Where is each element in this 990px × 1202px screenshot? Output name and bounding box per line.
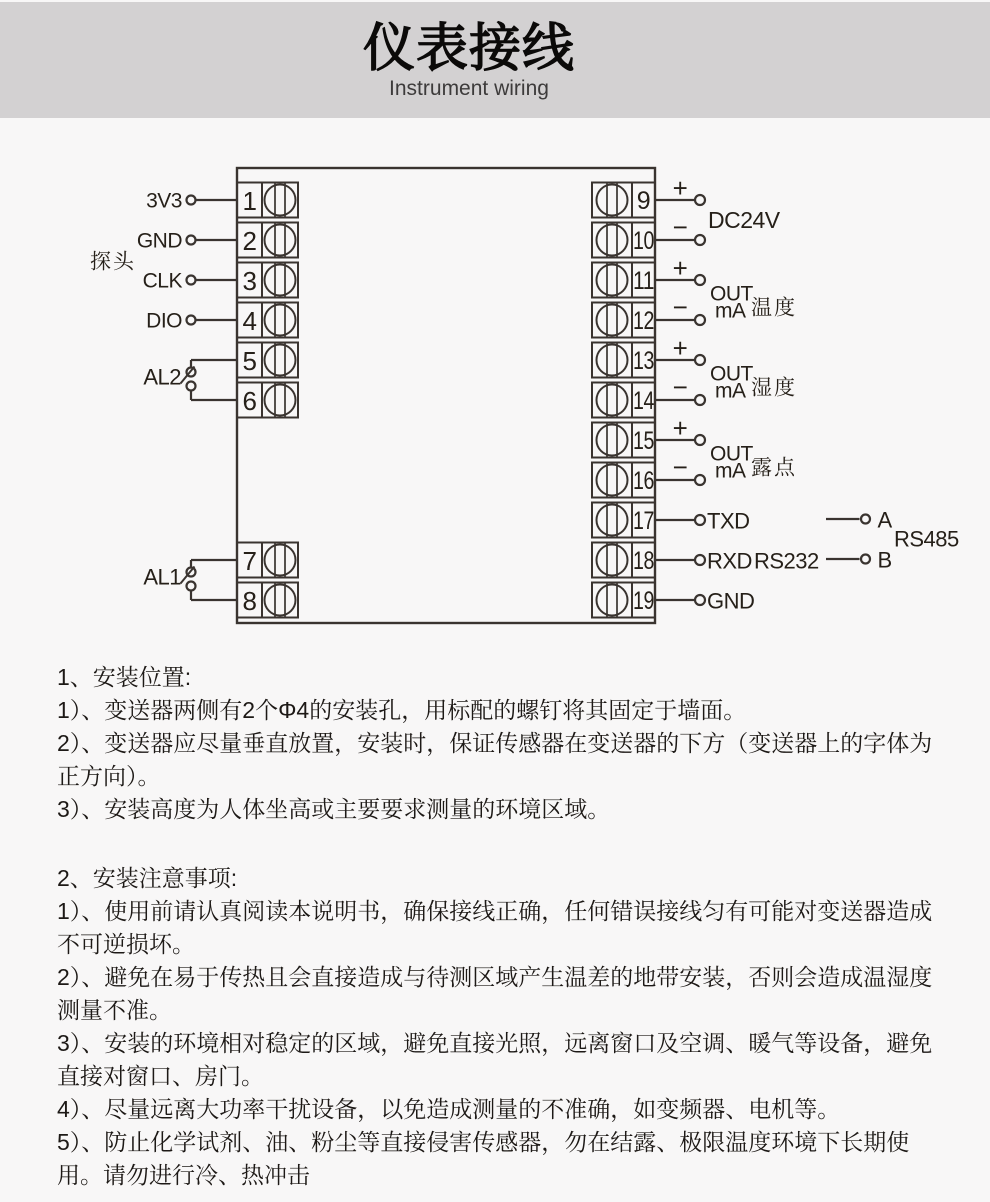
plus-sign: + [672, 333, 688, 363]
terminal-number: 1 [242, 186, 257, 216]
screw-head [597, 425, 628, 456]
terminal-19 [592, 583, 655, 618]
page-header [0, 2, 990, 118]
analog-output-3 [655, 413, 797, 485]
connection-point [861, 555, 870, 564]
screw-icon [597, 423, 628, 458]
output-ma-label: mA [715, 459, 746, 483]
terminal-screw-cell [262, 183, 298, 218]
screw-icon [265, 183, 296, 218]
terminal-screw-cell [262, 543, 298, 578]
terminal-12 [592, 303, 655, 338]
serial-pin-gnd [655, 589, 754, 614]
screw-icon [265, 263, 296, 298]
section-install-position [57, 661, 940, 826]
terminal-13 [592, 343, 655, 378]
pin-label: 3V3 [146, 189, 182, 213]
terminal-6 [237, 383, 298, 418]
connection-point [695, 435, 705, 445]
terminal-4 [237, 303, 298, 338]
note-item: 1）、变送器两侧有2个Φ4的安装孔，用标配的螺钉将其固定于墙面。 [57, 697, 747, 723]
connection-point [187, 236, 196, 245]
terminal-number: 8 [242, 586, 257, 616]
probe-group-label: 探头 [90, 250, 136, 274]
connection-point [695, 555, 705, 565]
note-item: 3）、安装高度为人体坐高或主要要求测量的环境区域。 [57, 796, 611, 822]
contact-point [187, 582, 196, 591]
screw-icon [265, 223, 296, 258]
output-ma-label: mA [715, 379, 746, 403]
screw-head [265, 185, 296, 216]
screw-head [597, 305, 628, 336]
terminal-5 [237, 343, 298, 378]
screw-icon [265, 583, 296, 618]
output-channel-label: 湿度 [751, 376, 797, 400]
screw-head [265, 385, 296, 416]
screw-head [597, 265, 628, 296]
terminal-16 [592, 463, 655, 498]
note-item: 3）、安装的环境相对稳定的区域，避免直接光照，远离窗口及空调、暖气等设备，避免直接对窗口、房门。 [57, 1030, 933, 1089]
section-heading: 2、安装注意事项: [57, 865, 238, 891]
connection-point [695, 315, 705, 325]
screw-head [597, 345, 628, 376]
screw-icon [597, 263, 628, 298]
terminal-17 [592, 503, 655, 538]
serial-pin-txd [655, 509, 750, 534]
note-item: 4）、尽量远离大功率干扰设备，以免造成测量的不准确，如变频器、电机等。 [57, 1096, 841, 1122]
connection-point [695, 275, 705, 285]
plus-sign: + [672, 253, 688, 283]
connection-point [695, 395, 705, 405]
terminal-number: 2 [242, 226, 257, 256]
minus-sign: − [672, 212, 688, 242]
terminal-screw-cell [262, 583, 298, 618]
screw-head [597, 185, 628, 216]
alarm-contact-al2 [143, 360, 237, 400]
screw-icon [597, 183, 628, 218]
terminal-screw-cell [592, 423, 632, 458]
screw-icon [597, 503, 628, 538]
terminal-number: 17 [633, 507, 654, 535]
terminal-1 [237, 183, 298, 218]
power-label: DC24V [708, 207, 780, 233]
note-item: 1）、使用前请认真阅读本说明书，确保接线正确，任何错误接线匀有可能对变送器造成不可逆损坏。 [57, 898, 933, 957]
connection-point [187, 316, 196, 325]
terminal-number: 9 [636, 187, 651, 215]
screw-icon [597, 383, 628, 418]
minus-sign: − [672, 292, 688, 322]
terminal-screw-cell [592, 303, 632, 338]
pin-label: GND [136, 229, 182, 253]
screw-head [265, 265, 296, 296]
page-title: 仪表接线 [362, 20, 575, 78]
contact-point [187, 382, 196, 391]
terminal-2 [237, 223, 298, 258]
terminal-number: 14 [633, 387, 655, 415]
screw-icon [265, 303, 296, 338]
screw-head [265, 585, 296, 616]
terminal-number: 3 [242, 266, 257, 296]
output-channel-label: 露点 [751, 456, 797, 480]
terminal-15 [592, 423, 655, 458]
terminal-number: 18 [633, 547, 654, 575]
plus-sign: + [672, 413, 688, 443]
note-item: 2）、变送器应尽量垂直放置，安装时，保证传感器在变送器的下方（变送器上的字体为正方向）。 [57, 730, 933, 789]
alarm-label: AL1 [143, 564, 181, 590]
screw-icon [265, 543, 296, 578]
analog-output-1 [655, 253, 797, 325]
terminal-screw-cell [592, 463, 632, 498]
terminal-screw-cell [592, 583, 632, 618]
terminal-screw-cell [262, 263, 298, 298]
terminal-9 [592, 183, 655, 218]
alarm-label: AL2 [143, 364, 181, 390]
connection-point [861, 515, 870, 524]
connection-point [187, 196, 196, 205]
output-out-label: OUT [710, 282, 753, 306]
screw-head [265, 305, 296, 336]
probe-pin-3v3 [146, 190, 237, 213]
serial-pin-label: GND [707, 588, 755, 614]
screw-icon [597, 343, 628, 378]
connection-point [695, 475, 705, 485]
pin-label: CLK [142, 269, 182, 293]
alarm-contact-al1 [143, 560, 237, 600]
output-out-label: OUT [710, 442, 753, 466]
terminal-number: 15 [633, 427, 654, 455]
terminal-number: 6 [242, 386, 257, 416]
terminal-screw-cell [592, 503, 632, 538]
terminal-number: 5 [242, 346, 257, 376]
terminal-screw-cell [592, 263, 632, 298]
installation-notes [0, 661, 990, 1192]
terminal-number: 10 [633, 227, 654, 255]
rs485-label: RS485 [894, 526, 959, 552]
screw-icon [265, 383, 296, 418]
terminal-11 [592, 263, 655, 298]
screw-head [597, 225, 628, 256]
terminal-7 [237, 543, 298, 578]
terminal-screw-cell [592, 223, 632, 258]
connection-point [695, 235, 705, 245]
terminal-screw-cell [262, 303, 298, 338]
terminal-screw-cell [592, 343, 632, 378]
terminal-8 [237, 583, 298, 618]
screw-icon [597, 463, 628, 498]
rs485-b-label: B [877, 547, 892, 573]
output-out-label: OUT [710, 362, 753, 386]
pin-label: DIO [146, 309, 182, 333]
output-channel-label: 温度 [751, 296, 797, 320]
terminal-screw-cell [262, 383, 298, 418]
screw-icon [597, 583, 628, 618]
terminal-number: 16 [633, 467, 654, 495]
terminal-screw-cell [262, 343, 298, 378]
probe-pin-clk [143, 270, 237, 293]
terminal-number: 7 [242, 546, 257, 576]
screw-head [597, 545, 628, 576]
terminal-screw-cell [262, 223, 298, 258]
terminal-number: 11 [633, 267, 654, 295]
note-item: 2）、避免在易于传热且会直接造成与待测区域产生温差的地带安装，否则会造成温湿度测量不准。 [57, 964, 933, 1023]
connection-point [695, 595, 705, 605]
screw-icon [597, 303, 628, 338]
rs485-group [826, 508, 959, 573]
wiring-diagram [0, 118, 990, 648]
section-install-precautions [57, 862, 940, 1192]
terminal-screw-cell [592, 383, 632, 418]
power-supply-group [655, 173, 781, 245]
section-heading: 1、安装位置: [57, 664, 192, 690]
terminal-number: 19 [633, 587, 654, 615]
minus-sign: − [672, 452, 688, 482]
serial-pin-label: RXD [707, 548, 752, 574]
probe-pin-dio [146, 310, 237, 333]
terminal-screw-cell [592, 543, 632, 578]
serial-pin-label: TXD [707, 508, 750, 534]
output-ma-label: mA [715, 299, 746, 323]
terminal-number: 13 [633, 347, 654, 375]
terminal-18 [592, 543, 655, 578]
note-item: 5）、防止化学试剂、油、粉尘等直接侵害传感器，勿在结露、极限温度环境下长期使用。请勿进行冷、热冲击 [57, 1129, 910, 1188]
screw-icon [597, 543, 628, 578]
terminal-number: 4 [242, 306, 257, 336]
screw-head [265, 545, 296, 576]
plus-sign: + [672, 173, 688, 203]
terminal-3 [237, 263, 298, 298]
serial-bus-label: RS232 [754, 548, 819, 574]
screw-head [597, 585, 628, 616]
rs485-a-label: A [877, 507, 892, 533]
page-subtitle: Instrument wiring [389, 77, 549, 100]
terminal-screw-cell [592, 183, 632, 218]
screw-icon [265, 343, 296, 378]
screw-head [597, 505, 628, 536]
minus-sign: − [672, 372, 688, 402]
connection-point [695, 355, 705, 365]
terminal-14 [592, 383, 655, 418]
connection-point [187, 276, 196, 285]
connection-point [695, 515, 705, 525]
terminal-number: 12 [633, 307, 654, 335]
serial-pin-rxd [655, 549, 819, 574]
screw-icon [597, 223, 628, 258]
screw-head [265, 225, 296, 256]
probe-pin-gnd [137, 230, 237, 253]
connection-point [695, 195, 705, 205]
screw-head [597, 465, 628, 496]
terminal-10 [592, 223, 655, 258]
analog-output-2 [655, 333, 797, 405]
screw-head [597, 385, 628, 416]
screw-head [265, 345, 296, 376]
